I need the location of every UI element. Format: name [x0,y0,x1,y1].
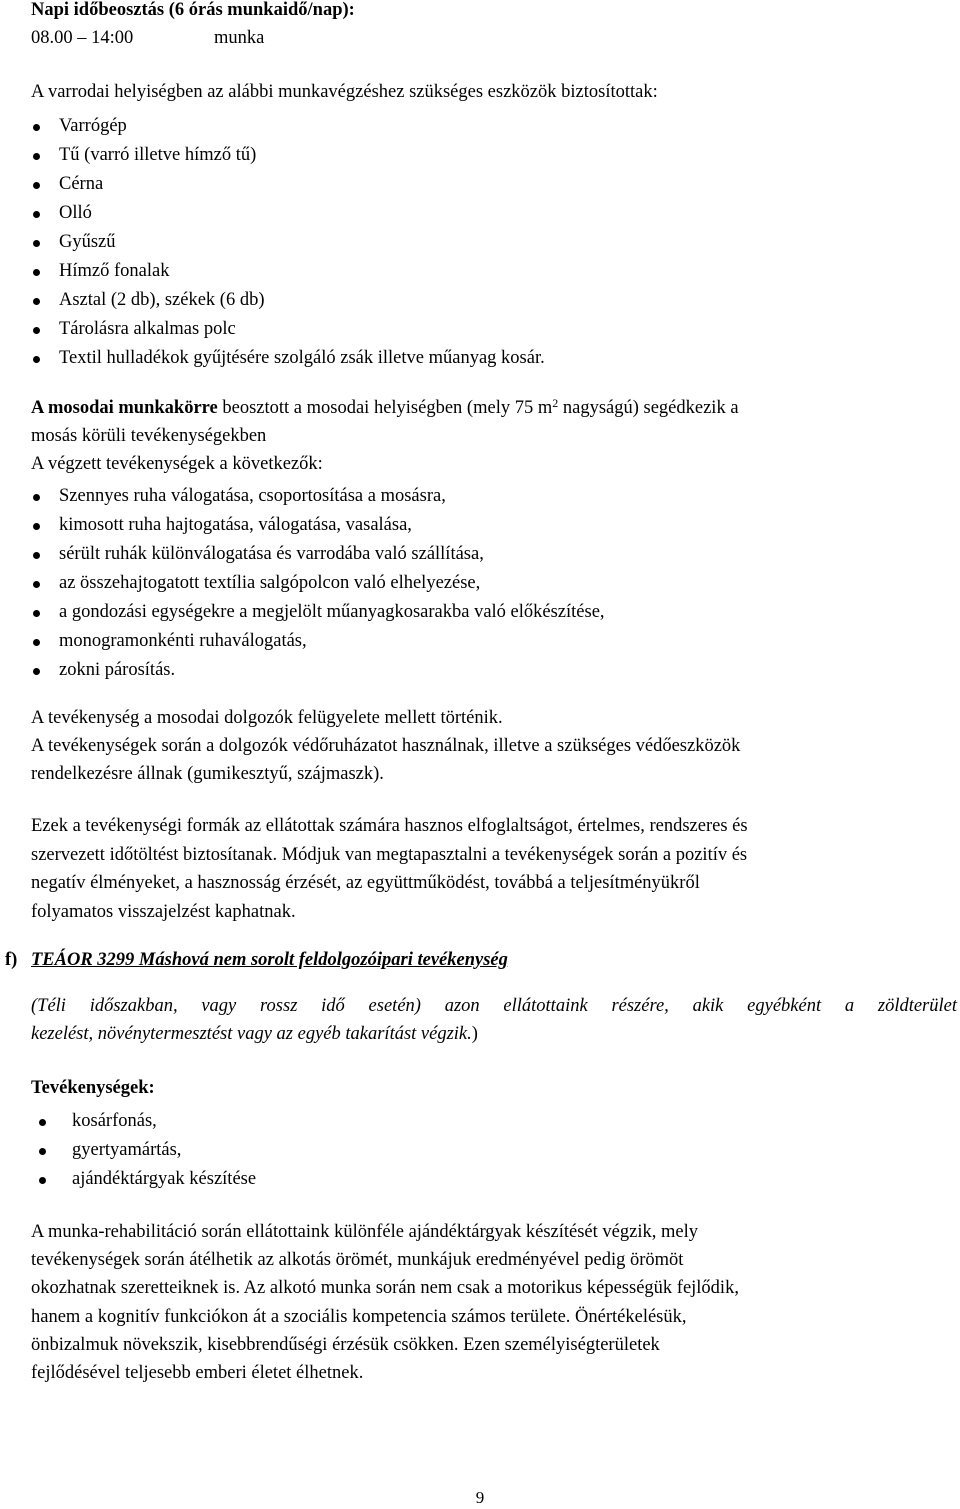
rehab-paragraph [31,1218,957,1387]
activities-heading: Tevékenységek: [31,1078,155,1098]
section-f-note-line2 [31,1024,478,1045]
paragraph-line: fejlődésével teljesebb emberi életet élhetnek. [31,1363,364,1384]
list-item: a gondozási egységekre a megjelölt műanyagkosarakba való előkészítése, [31,598,605,627]
paragraph-line: önbizalmuk növekszik, kisebbrendűségi érzésük csökken. Ezen személyiségterületek [31,1334,660,1355]
note-close: ) [471,1024,478,1044]
sewing-intro: A varrodai helyiségben az alábbi munkavégzéshez szükséges eszközök biztosítottak: [31,82,658,102]
laundry-intro-line2: mosás körüli tevékenységekben [31,426,267,446]
list-item: az összehajtogatott textília salgópolcon való elhelyezése, [31,569,605,598]
paragraph-line: okozhatnak szeretteiknek is. Az alkotó munka során nem csak a motorikus képességük fejlődik, [31,1278,739,1299]
list-item: kimosott ruha hajtogatása, válogatása, vasalása, [31,511,605,540]
list-item: kosárfonás, [31,1107,256,1136]
paragraph-line: hanem a kognitív funkciókon át a szociális kompetencia számos területe. Önértékelésük, [31,1306,687,1327]
page-number: 9 [475,1488,485,1507]
section-f-title: TEÁOR 3299 Máshová nem sorolt feldolgozóipari tevékenység [31,950,508,970]
list-item: Gyűszű [31,228,545,257]
laundry-intro-text: beosztott a mosodai helyiségben (mely 75 m [217,398,553,418]
list-item: Szennyes ruha válogatása, csoportosítása a mosásra, [31,482,605,511]
superscript: 2 [552,396,559,410]
paragraph-line: szervezett időtöltést biztosítanak. Módjuk van megtapasztalni a tevékenységek során a pozitív és [31,844,748,865]
list-item: sérült ruhák különválogatása és varrodába való szállítása, [31,540,605,569]
laundry-intro-text-end: nagyságú) segédkezik a [558,398,739,418]
list-item: gyertyamártás, [31,1136,256,1165]
list-item: Asztal (2 db), székek (6 db) [31,286,545,315]
laundry-lead: A mosodai munkakörre [31,398,218,418]
list-item: ajándéktárgyak készítése [31,1165,256,1194]
laundry-intro [31,398,957,419]
section-f-label: f) [5,950,18,970]
laundry-intro-line3: A végzett tevékenységek a következők: [31,454,323,474]
list-item: Cérna [31,170,545,199]
list-item: Tárolásra alkalmas polc [31,315,545,344]
section-f-note-line1 [31,996,957,1017]
list-item: Olló [31,199,545,228]
note-text: kezelést, növénytermesztést vagy az egyéb takarítást végzik. [31,1024,472,1044]
paragraph-line: negatív élményeket, a hasznosság érzését, az együttműködést, továbbá a teljesítményükről [31,873,700,893]
note-text: (Téli időszakban, vagy rossz idő esetén) azon ellátottaink részére, akik egyébként a zöldterület [31,996,957,1016]
list-item: Tű (varró illetve hímző tű) [31,141,545,170]
paragraph-line: Ezek a tevékenységi formák az ellátottak számára hasznos elfoglaltságot, értelmes, rendszeres és [31,816,748,836]
list-item: Varrógép [31,112,545,141]
activities-list [31,1107,256,1194]
supervision-text: A tevékenység a mosodai dolgozók felügyelete mellett történik. [31,708,503,728]
list-item: monogramonkénti ruhaválogatás, [31,627,605,656]
paragraph-line: folyamatos visszajelzést kaphatnak. [31,901,296,922]
schedule-time: 08.00 – 14:00 [31,28,134,48]
schedule-heading: Napi időbeosztás (6 órás munkaidő/nap): [31,0,355,20]
sewing-tools-list [31,112,545,373]
benefits-paragraph [31,812,957,926]
paragraph-line: tevékenységek során átélhetik az alkotás örömét, munkájuk eredményével pedig örömöt [31,1250,684,1271]
paragraph-line: A munka-rehabilitáció során ellátottaink különféle ajándéktárgyak készítését végzik, mely [31,1222,698,1242]
laundry-tasks-list [31,482,605,685]
list-item: Textil hulladékok gyűjtésére szolgáló zsák illetve műanyag kosár. [31,344,545,373]
schedule-activity: munka [214,28,265,48]
protection-text-1: A tevékenységek során a dolgozók védőruházatot használnak, illetve a szükséges védőeszközök [31,736,741,756]
list-item: zokni párosítás. [31,656,605,685]
list-item: Hímző fonalak [31,257,545,286]
protection-text-2: rendelkezésre állnak (gumikesztyű, szájmaszk). [31,764,384,784]
